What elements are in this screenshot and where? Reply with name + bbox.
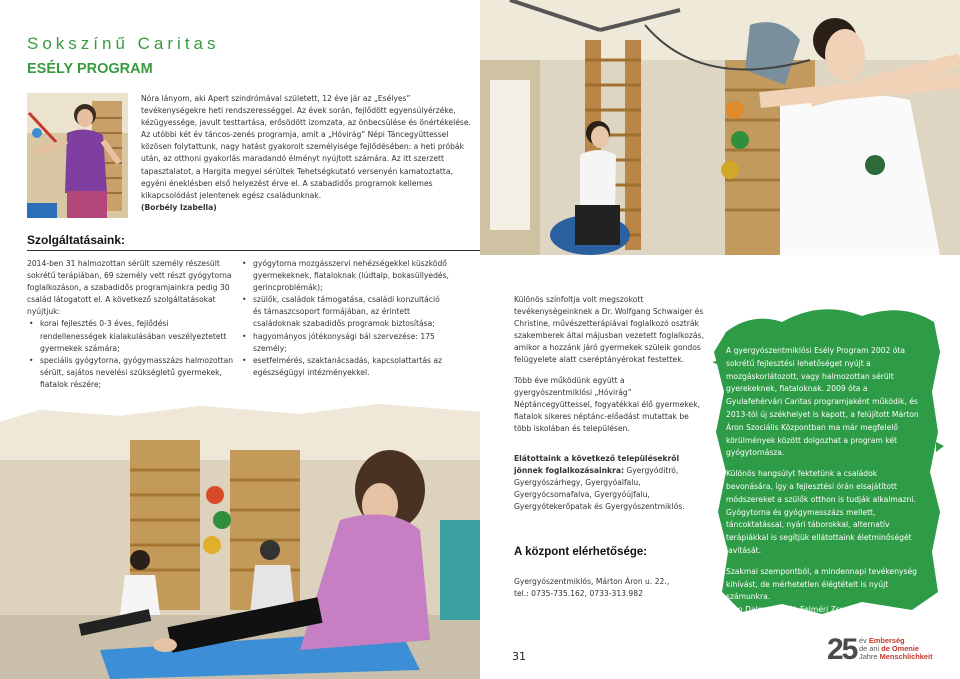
intro-testimonial bbox=[141, 93, 476, 214]
page-number: 31 bbox=[512, 650, 526, 663]
contact-info bbox=[514, 576, 714, 600]
photo-girl-exercise bbox=[27, 93, 128, 218]
contact-heading: A központ elérhetősége: bbox=[514, 546, 648, 558]
activities-paragraph-2: Több éve működünk együtt a gyergyószentmiklósi „Hóvirág” Néptáncegyüttessel, fogyatékkal élő gyermekek, fiatalok sikeres néptánc-előadást mutattak be több iskolában és településen. bbox=[514, 375, 701, 433]
services-column-1 bbox=[27, 258, 237, 391]
services-lead: 2014-ben 31 halmozottan sérült személy részesült sokrétű terápiában, 69 személy vett részt gyógytorna foglalkozáson, a szabadidős programjainkra pedig 30 család látogatott el. A következő szolgáltatásokat nyújtjuk: bbox=[27, 259, 232, 317]
places-list: Gyergyóditró, Gyergyószárhegy, Gyergyóalfalu, Gyergyócsomafalva, Gyergyóújfalu, Gyergyótekerőpatak és Gyergyószentmiklós. bbox=[514, 466, 685, 512]
intro-author: (Borbély Izabella) bbox=[141, 202, 217, 212]
logo-number: 25 bbox=[827, 633, 857, 666]
contact-phone: tel.: 0735-735.162, 0733-313.982 bbox=[514, 589, 643, 599]
photo-mat-exercise bbox=[0, 400, 480, 679]
places-lead: Elátottaink a következő településekről jönnek foglalkozásainkra: bbox=[514, 454, 680, 476]
services-list-1 bbox=[27, 318, 237, 391]
logo-line1-b: Emberség bbox=[868, 636, 905, 645]
logo-line2-b: de Omenie bbox=[881, 644, 919, 654]
list-item: • korai fejlesztés 0-3 éves, fejlődési rendellenességek kialakulásában veszélyeztetett gyermekek számára; bbox=[27, 318, 237, 354]
green-paragraph-3-text: Szakmai szempontból, a mindennapi tevékenység kihívást, de mérhetetlen élégtételt is nyújt számunkra. bbox=[726, 566, 917, 602]
divider bbox=[27, 250, 480, 251]
logo-line3-a: Jahre bbox=[859, 652, 878, 662]
green-paragraph-3 bbox=[726, 566, 926, 617]
list-item: • esetfelmérés, szaktanácsadás, kapcsolattartás az egészségügyi intézményekkel. bbox=[240, 355, 450, 379]
green-panel-text bbox=[726, 345, 926, 625]
green-paragraph-3-author: (Pop Dalma, Pupák Felméri Zsusza) bbox=[726, 605, 861, 615]
anniversary-logo bbox=[827, 635, 957, 675]
green-paragraph-2: Különös hangsúlyt fektetünk a családok bevonására, így a fejlesztési órán elsajátított módszereket a szülők otthon is tudják alkalmazni. Gyógytorna és gyógymasszázs mellett, táncoktatással, nyári táborokkal, alternatív terápiákkal is segítjük ellátottaink életminőségét javítását. bbox=[726, 469, 916, 555]
activities-column bbox=[514, 294, 704, 522]
list-item: • hagyományos jótékonysági bál szervezése: 175 személy; bbox=[240, 331, 450, 355]
photo-gym-exercise bbox=[480, 0, 960, 255]
logo-line2-a: de ani bbox=[859, 644, 880, 654]
services-column-2 bbox=[240, 258, 450, 379]
logo-line3-b: Menschlichkeit bbox=[879, 652, 933, 662]
places-paragraph bbox=[514, 453, 704, 513]
services-heading: Szolgáltatásaink: bbox=[27, 233, 126, 247]
logo-line1-a: év bbox=[859, 636, 867, 645]
intro-text: Nóra lányom, aki Apert szindrómával született, 12 éve jár az „Esélyes” tevékenységekre heti rendszerességgel. Az évek során, fejlődött egyensúlyérzéke, kézügyessége, javult testtartása, erősödött izomzata, az önbecsülése és önértékelése. Az utóbbi két év táncos-zenés programja, amit a „Hóvirág” Népi Táncegyüttessel közösen folytattunk, nagy hatást gyakorolt személyisége fejlődésében: a heti próbák után, az otthoni gyakorlás maradandó élményt nyújtott számára. Az itt szerzett tapasztalatot, a Hargita megyei sérültek Tehetségkutató versenyén kamatoztatta, egyéni éneklésben első helyezést érve el. A szabadidős programok kellemes kikapcsolódást jelentenek egész családunknak. bbox=[141, 94, 471, 200]
series-title: Sokszínű Caritas bbox=[27, 34, 220, 53]
list-item: • gyógytorna mozgásszervi nehézségekkel küszködő gyermekeknek, fiataloknak (lúdtalp, bokasüllyedés, gerincproblémák); bbox=[240, 258, 450, 294]
logo-text bbox=[859, 637, 933, 662]
list-item: • szülők, családok támogatása, családi konzultáció és támaszcsoport formájában, az érintett családoknak szabadidős programok biztosítása; bbox=[240, 294, 450, 330]
activities-paragraph-1: Különös színfoltja volt megszokott tevékenységeinknek a Dr. Wolfgang Schwaiger és Christine, művészetterápiával foglalkozó osztrák szakemberek által májusban vezetett foglalkozás, amikor a hozzánk járó gyermekek szüleik gondos felügyelete alatt cseréptányérokat festettek. bbox=[514, 295, 704, 365]
services-list-2 bbox=[240, 258, 450, 379]
list-item: • speciális gyógytorna, gyógymasszázs halmozottan sérült, sajátos nevelési szükségletű gyermekek, fiatalok részére; bbox=[27, 355, 237, 391]
green-paragraph-1: A gyergyószentmiklósi Esély Program 2002 óta sokrétű fejlesztési lehetőséget nyújt a mozgáskorlátozott, vagy halmozottan sérült gyerekeknek, fiataloknak. 2009 óta a Gyulafehérvári Caritas programjaként működik, és 2013-tól új székhelyet is kapott, a felújított Márton Áron Szociális Központban ma már megfelelő körülmények között dolgozhat a program két gyógytornásza. bbox=[726, 346, 919, 458]
program-title: ESÉLY PROGRAM bbox=[27, 61, 153, 77]
contact-address: Gyergyószentmiklós, Márton Áron u. 22., bbox=[514, 577, 670, 586]
